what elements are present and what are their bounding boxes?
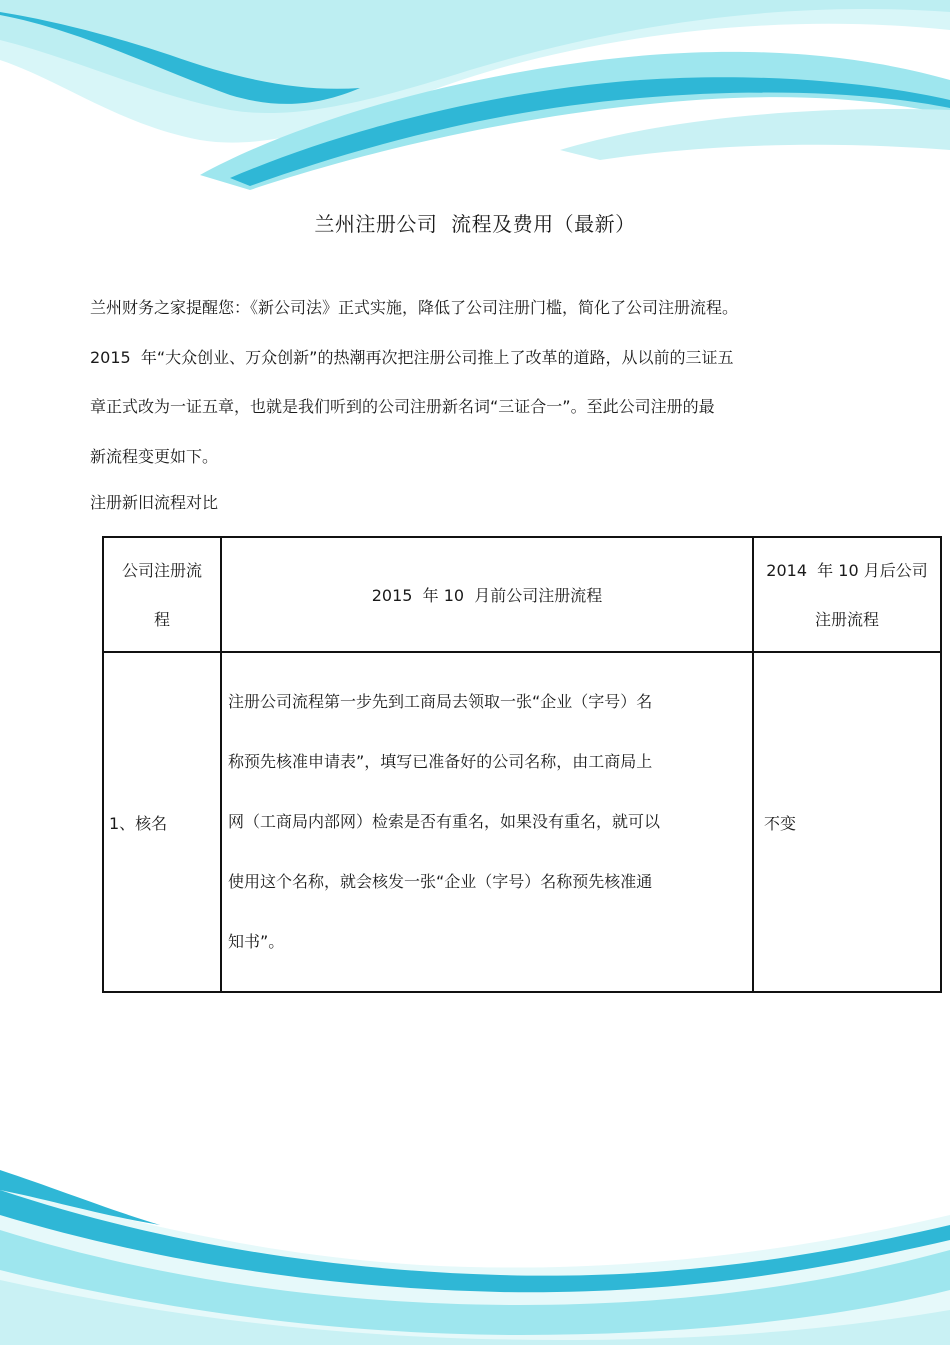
- row-before-line: 使用这个名称，就会核发一张“企业（字号）名称预先核准通: [228, 872, 653, 891]
- page-title: 兰州注册公司 流程及费用（最新）: [314, 212, 636, 236]
- intro-line: 新流程变更如下。: [90, 446, 219, 466]
- header-before-cell: [221, 537, 753, 652]
- row-before-cell: [221, 652, 753, 992]
- intro-line: 2015 年“大众创业、万众创新”的热潮再次把注册公司推上了改革的道路，从以前的三证五: [90, 347, 734, 367]
- top-wave-decoration: [0, 0, 950, 200]
- row-before-line: 称预先核准申请表”，填写已准备好的公司名称，由工商局上: [228, 752, 653, 771]
- header-after-line: 注册流程: [814, 609, 879, 629]
- row-after-cell: 不变: [753, 652, 941, 992]
- section-subheading: 注册新旧流程对比: [90, 493, 219, 512]
- header-step-line: 程: [153, 609, 170, 629]
- row-step-cell: 1、核名: [103, 652, 221, 992]
- intro-paragraph: [90, 283, 830, 481]
- header-after-cell: [753, 537, 941, 652]
- header-after-line: 2014 年 10 月后公司: [766, 560, 928, 580]
- comparison-table: [102, 536, 942, 993]
- table-header-row: [103, 537, 941, 652]
- header-before-label: 2015 年 10 月前公司注册流程: [371, 586, 603, 605]
- intro-line: 章正式改为一证五章，也就是我们听到的公司注册新名词“三证合一”。至此公司注册的最: [90, 397, 715, 416]
- header-step-line: 公司注册流: [121, 560, 202, 580]
- row-before-line: 网（工商局内部网）检索是否有重名，如果没有重名，就可以: [228, 812, 661, 831]
- table-row: [103, 652, 941, 992]
- bottom-wave-decoration: [0, 1170, 950, 1345]
- header-step-cell: [103, 537, 221, 652]
- row-before-line: 注册公司流程第一步先到工商局去领取一张“企业（字号）名: [228, 692, 653, 711]
- intro-line: 兰州财务之家提醒您：《新公司法》正式实施，降低了公司注册门槛，简化了公司注册流程。: [90, 298, 739, 317]
- row-before-line: 知书”。: [228, 932, 285, 951]
